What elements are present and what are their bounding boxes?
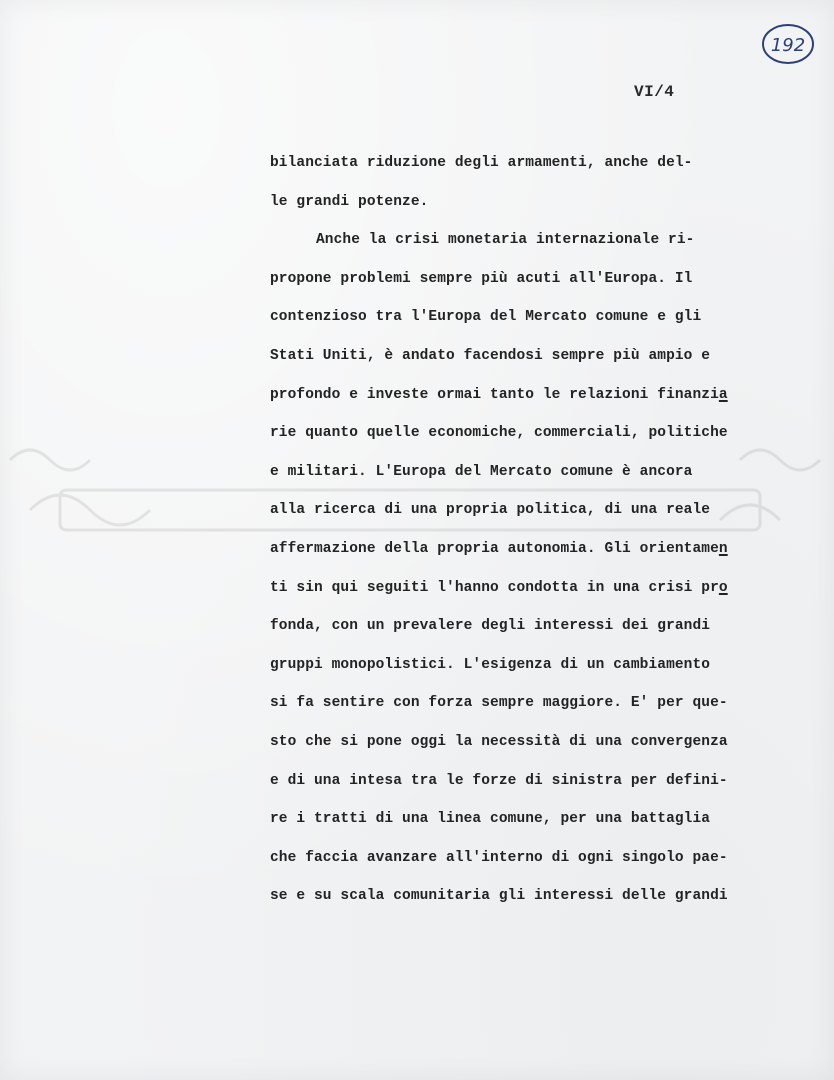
text-line: se e su scala comunitaria gli interessi delle grandi <box>270 888 728 905</box>
text-line: gruppi monopolistici. L'esigenza di un cambiamento <box>270 656 711 673</box>
text-line: re i tratti di una linea comune, per una battaglia <box>270 811 711 828</box>
text-line: ti sin qui seguiti l'hanno condotta in una crisi pro <box>270 579 728 596</box>
text-line: propone problemi sempre più acuti all'Europa. Il <box>270 270 693 287</box>
underlined-char: a <box>718 386 728 403</box>
underlined-char: o <box>718 579 728 596</box>
text-line: si fa sentire con forza sempre maggiore. E' per que- <box>270 695 728 712</box>
text-line: e di una intesa tra le forze di sinistra per defini- <box>270 772 728 789</box>
text-line: bilanciata riduzione degli armamenti, anche del- <box>270 155 693 171</box>
archive-stamp <box>760 22 816 66</box>
text-line: che faccia avanzare all'interno di ogni singolo pae- <box>270 849 728 866</box>
text-line: affermazione della propria autonomia. Gli orientamen <box>270 540 728 557</box>
text-line: e militari. L'Europa del Mercato comune è ancora <box>270 463 693 480</box>
text-line: contenzioso tra l'Europa del Mercato comune e gli <box>270 309 702 326</box>
archive-stamp-number: 192 <box>770 35 806 56</box>
text-line: alla ricerca di una propria politica, di una reale <box>270 502 711 519</box>
text-line: Stati Uniti, è andato facendosi sempre più ampio e <box>270 347 711 364</box>
text-line: sto che si pone oggi la necessità di una convergenza <box>270 733 728 750</box>
typewritten-body <box>270 150 800 922</box>
text-line: Anche la crisi monetaria internazionale ri- <box>316 232 695 249</box>
text-line: rie quanto quelle economiche, commerciali, politiche <box>270 425 728 442</box>
page-reference: VI/4 <box>634 83 675 101</box>
text-line: fonda, con un prevalere degli interessi dei grandi <box>270 618 711 635</box>
archive-stamp-circle <box>760 22 816 66</box>
text-line: profondo e investe ormai tanto le relazioni finanzia <box>270 386 728 403</box>
text-line: le grandi potenze. <box>270 193 429 210</box>
underlined-char: n <box>718 540 728 557</box>
